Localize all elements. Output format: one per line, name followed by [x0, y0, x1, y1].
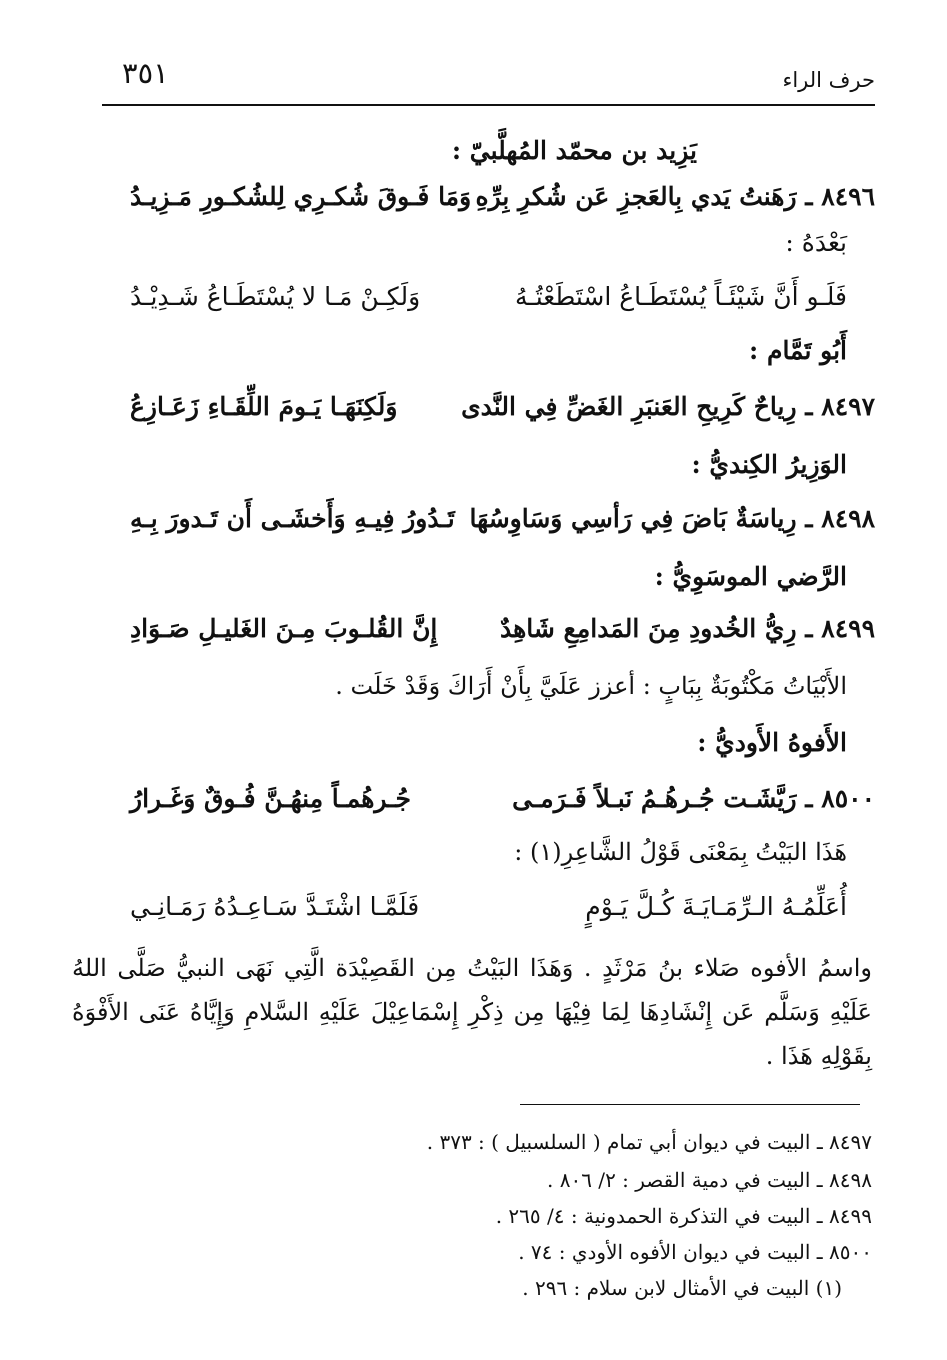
footnote: (١) البيت في الأمثال لابن سلام : ٢٩٦ . — [522, 1276, 842, 1300]
verse-hemistich-left: إِنَّ القُلـوبَ مِـنَ الغَليـلِ صَـوَادِ — [130, 614, 438, 643]
verse-hemistich-right: ٨٥٠٠ ـ رَيَّشَـت جُـرهُـمُ نَبـلاً فَـرَمـى — [512, 784, 875, 813]
poet-name: أَبُو تَمَّام : — [749, 336, 847, 365]
verse-hemistich-right: ٨٤٩٨ ـ رِياسَةٌ بَاضَ فِي رَأسِي وَسَاوِسُهَا — [469, 504, 875, 533]
verse-hemistich-right: أُعَلِّمُـهُ الـرِّمَـايَـةَ كُـلَّ يَـوْمٍ — [585, 892, 847, 921]
poet-name: الوَزِيرُ الكِنديُّ : — [691, 450, 847, 479]
verse-hemistich-right: ٨٤٩٩ ـ رِيُّ الخُدودِ مِنَ المَدامِعِ شَاهِدٌ — [499, 614, 875, 643]
verse-hemistich-left: وَمَا فَـوقَ شُكـرِي لِلشُكـورِ مَـزِيـدُ — [130, 182, 472, 211]
closing-paragraph: واسمُ الأفوه صَلاء بنُ مَرْثَدٍ . وَهَذَا البَيْتُ مِن القَصِيْدَة الَّتِي نَهَى النبيُّ صَلَّى اللهُ عَلَيْهِ وَسَلَّم عَن إِنْشَادِهَا لِمَا فِيْهَا مِن ذِكْرِ إِسْمَاعِيْلَ عَلَيْهِ السَّلامِ وَإِيَّاهُ عَنَى الأَفْوَهُ بِقَوْلِهِ هَذَا . — [72, 954, 872, 1070]
verse-hemistich-left: وَلَكِنَهَـا يَـومَ اللِّقَـاءِ زَعَـازِعُ — [130, 392, 398, 421]
footnote: ٨٤٩٩ ـ البيت في التذكرة الحمدونية : ٤/ ٢٦٥ . — [495, 1204, 872, 1228]
verse-hemistich-left: جُـرهُمـاً مِنهُـنَّ فُـوقٌ وَغَـرارُ — [130, 784, 411, 813]
poet-name: الأَفوهُ الأَوديُّ : — [697, 728, 847, 757]
verse-hemistich-right: فَلَـو أَنَّ شَيْئَـاً يُسْتَطَـاعُ اسْتَطَعْتُـهُ — [515, 282, 847, 311]
verse-hemistich-right: ٨٤٩٦ ـ رَهَنتُ يَدي بِالعَجزِ عَن شُكرِ بِرِّهِ — [475, 182, 875, 211]
note-line: هَذَا البَيْتُ بِمَعْنَى قَوْلُ الشَّاعِرِ(١) : — [514, 838, 847, 866]
running-title: حرف الراء — [782, 68, 875, 92]
page-number: ٣٥١ — [122, 56, 169, 90]
footnote-divider — [520, 1104, 860, 1105]
verse-hemistich-left: تَـدُورُ فِيـهِ وَأَخشَـى أَن تَـدورَ بِـهِ — [130, 504, 455, 533]
poet-name: يَزِيد بن محمّد المُهلَّبيّ : — [451, 136, 697, 165]
footnote: ٨٥٠٠ ـ البيت في ديوان الأفوه الأودي : ٧٤ . — [518, 1240, 872, 1264]
continuation-label: بَعْدَهُ : — [785, 228, 847, 257]
note-line: الأَبْيَاتُ مَكْتُوبَةٌ بِبَابٍ : أعزز عَلَيَّ بِأَنْ أَرَاكَ وَقَدْ خَلَت . — [335, 672, 847, 700]
verse-hemistich-left: فَلَمَّـا اشْتَـدَّ سَـاعِـدُهُ رَمَـانِـي — [130, 892, 420, 921]
verse-hemistich-left: وَلَكِـنْ مَـا لا يُسْتَطَـاعُ شَـدِيْـدُ — [130, 282, 421, 311]
footnote: ٨٤٩٨ ـ البيت في دمية القصر : ٢/ ٨٠٦ . — [547, 1168, 872, 1192]
verse-hemistich-right: ٨٤٩٧ ـ رِياحٌ كَرِيحِ العَنبَرِ الغَضِّ فِي النَّدى — [461, 392, 875, 421]
poet-name: الرَّضي الموسَوِيُّ : — [654, 562, 847, 591]
page-header — [102, 52, 875, 106]
footnote: ٨٤٩٧ ـ البيت في ديوان أبي تمام ( السلسبيل ) : ٣٧٣ . — [426, 1130, 872, 1154]
